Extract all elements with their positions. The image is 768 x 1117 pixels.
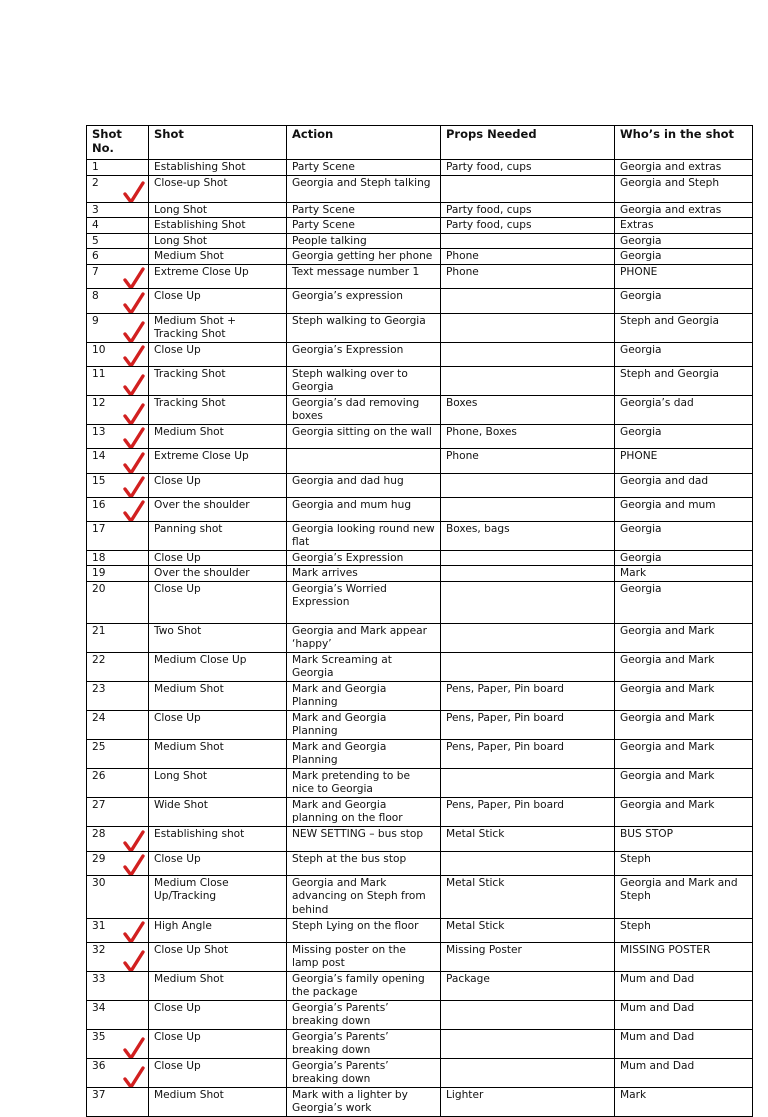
cell-shot: Tracking Shot — [149, 366, 287, 395]
cell-props — [441, 175, 615, 202]
cell-shot-no: 37 — [87, 1087, 149, 1116]
cell-shot-no: 23 — [87, 681, 149, 710]
cell-who: Mum and Dad — [615, 1029, 753, 1058]
cell-shot: Close Up — [149, 1029, 287, 1058]
cell-shot: High Angle — [149, 918, 287, 942]
cell-shot-no: 28 — [87, 826, 149, 851]
red-checkmark-icon — [122, 345, 146, 367]
cell-action: Mark Screaming at Georgia — [287, 652, 441, 681]
red-checkmark-icon — [122, 830, 146, 852]
cell-shot: Long Shot — [149, 233, 287, 249]
cell-props: Phone — [441, 249, 615, 265]
cell-props: Package — [441, 971, 615, 1000]
cell-shot-no: 6 — [87, 249, 149, 265]
cell-props: Pens, Paper, Pin board — [441, 710, 615, 739]
table-row — [87, 497, 753, 521]
cell-action: Georgia’s Parents’ breaking down — [287, 1058, 441, 1087]
cell-shot-no: 20 — [87, 581, 149, 623]
cell-who: Georgia and dad — [615, 473, 753, 497]
cell-props: Metal Stick — [441, 918, 615, 942]
cell-props — [441, 623, 615, 652]
cell-who: BUS STOP — [615, 826, 753, 851]
cell-shot: Establishing Shot — [149, 160, 287, 176]
table-row — [87, 264, 753, 288]
cell-who: Mum and Dad — [615, 1058, 753, 1087]
cell-props — [441, 652, 615, 681]
cell-shot: Long Shot — [149, 202, 287, 218]
cell-props — [441, 313, 615, 342]
table-row — [87, 249, 753, 265]
cell-props: Missing Poster — [441, 942, 615, 971]
cell-who: Georgia’s dad — [615, 395, 753, 424]
cell-props — [441, 473, 615, 497]
cell-shot: Wide Shot — [149, 797, 287, 826]
cell-props: Boxes — [441, 395, 615, 424]
cell-action: Georgia and Mark appear ‘happy’ — [287, 623, 441, 652]
cell-who: Georgia and Steph — [615, 175, 753, 202]
cell-shot-no: 18 — [87, 550, 149, 566]
cell-who: Georgia and Mark — [615, 652, 753, 681]
cell-who: Georgia and Mark — [615, 710, 753, 739]
cell-shot-no: 16 — [87, 497, 149, 521]
cell-shot-no: 21 — [87, 623, 149, 652]
cell-shot: Close Up — [149, 710, 287, 739]
cell-shot-no: 13 — [87, 424, 149, 448]
cell-shot: Establishing Shot — [149, 218, 287, 234]
table-row — [87, 160, 753, 176]
cell-action: Georgia sitting on the wall — [287, 424, 441, 448]
cell-props: Phone — [441, 448, 615, 473]
cell-action: Mark and Georgia Planning — [287, 739, 441, 768]
header-shot: Shot — [149, 126, 287, 160]
cell-action: Georgia and mum hug — [287, 497, 441, 521]
red-checkmark-icon — [122, 181, 146, 203]
cell-action: Georgia’s family opening the package — [287, 971, 441, 1000]
red-checkmark-icon — [122, 321, 146, 343]
cell-shot-no: 35 — [87, 1029, 149, 1058]
cell-action: Steph walking to Georgia — [287, 313, 441, 342]
table-row — [87, 623, 753, 652]
cell-who: Georgia — [615, 342, 753, 366]
cell-shot: Close Up — [149, 342, 287, 366]
cell-shot: Over the shoulder — [149, 566, 287, 582]
cell-shot: Medium Shot — [149, 424, 287, 448]
table-row — [87, 566, 753, 582]
cell-who: Georgia and Mark — [615, 623, 753, 652]
cell-shot: Over the shoulder — [149, 497, 287, 521]
cell-props — [441, 581, 615, 623]
red-checkmark-icon — [122, 950, 146, 972]
cell-props: Pens, Paper, Pin board — [441, 797, 615, 826]
cell-who: PHONE — [615, 448, 753, 473]
cell-props — [441, 768, 615, 797]
red-checkmark-icon — [122, 267, 146, 289]
table-row — [87, 521, 753, 550]
cell-action: Georgia’s expression — [287, 288, 441, 313]
red-checkmark-icon — [122, 292, 146, 314]
cell-shot: Long Shot — [149, 768, 287, 797]
cell-who: Mum and Dad — [615, 1000, 753, 1029]
cell-action: Georgia and Steph talking — [287, 175, 441, 202]
cell-shot-no: 33 — [87, 971, 149, 1000]
red-checkmark-icon — [122, 1037, 146, 1059]
cell-shot-no: 12 — [87, 395, 149, 424]
cell-shot: Establishing shot — [149, 826, 287, 851]
header-props: Props Needed — [441, 126, 615, 160]
cell-who: Georgia — [615, 550, 753, 566]
red-checkmark-icon — [122, 1066, 146, 1088]
table-row — [87, 233, 753, 249]
cell-action: Georgia’s Expression — [287, 342, 441, 366]
cell-shot-no: 29 — [87, 851, 149, 875]
table-row — [87, 175, 753, 202]
cell-action: Party Scene — [287, 218, 441, 234]
cell-props: Lighter — [441, 1087, 615, 1116]
cell-props: Phone — [441, 264, 615, 288]
cell-shot: Extreme Close Up — [149, 448, 287, 473]
cell-props: Party food, cups — [441, 160, 615, 176]
cell-shot-no: 25 — [87, 739, 149, 768]
table-row — [87, 797, 753, 826]
cell-shot: Extreme Close Up — [149, 264, 287, 288]
cell-shot-no: 15 — [87, 473, 149, 497]
cell-action: Steph at the bus stop — [287, 851, 441, 875]
cell-shot: Medium Shot — [149, 1087, 287, 1116]
cell-props — [441, 233, 615, 249]
cell-shot-no: 1 — [87, 160, 149, 176]
cell-who: Georgia — [615, 288, 753, 313]
cell-shot-no: 10 — [87, 342, 149, 366]
table-row — [87, 202, 753, 218]
cell-shot-no: 3 — [87, 202, 149, 218]
cell-shot: Medium Shot — [149, 681, 287, 710]
cell-who: Georgia and extras — [615, 160, 753, 176]
cell-action: Georgia’s Parents’ breaking down — [287, 1000, 441, 1029]
cell-shot: Panning shot — [149, 521, 287, 550]
cell-who: Mark — [615, 566, 753, 582]
cell-props — [441, 366, 615, 395]
cell-shot: Medium Close Up — [149, 652, 287, 681]
table-header-row — [87, 126, 753, 160]
cell-props: Pens, Paper, Pin board — [441, 739, 615, 768]
table-row — [87, 942, 753, 971]
cell-who: Mark — [615, 1087, 753, 1116]
red-checkmark-icon — [122, 374, 146, 396]
cell-props: Metal Stick — [441, 875, 615, 918]
table-row — [87, 1087, 753, 1116]
cell-action: Georgia and dad hug — [287, 473, 441, 497]
cell-shot-no: 30 — [87, 875, 149, 918]
table-row — [87, 851, 753, 875]
cell-who: Steph — [615, 918, 753, 942]
red-checkmark-icon — [122, 500, 146, 522]
cell-props: Phone, Boxes — [441, 424, 615, 448]
cell-shot-no: 31 — [87, 918, 149, 942]
cell-shot: Close-up Shot — [149, 175, 287, 202]
cell-props: Pens, Paper, Pin board — [441, 681, 615, 710]
red-checkmark-icon — [122, 427, 146, 449]
cell-shot-no: 17 — [87, 521, 149, 550]
cell-action: Mark and Georgia Planning — [287, 710, 441, 739]
red-checkmark-icon — [122, 921, 146, 943]
cell-action: Text message number 1 — [287, 264, 441, 288]
red-checkmark-icon — [122, 403, 146, 425]
cell-who: Georgia and Mark — [615, 768, 753, 797]
cell-action: Mark with a lighter by Georgia’s work — [287, 1087, 441, 1116]
cell-props: Boxes, bags — [441, 521, 615, 550]
cell-shot: Medium Shot — [149, 249, 287, 265]
table-row — [87, 1058, 753, 1087]
cell-shot-no: 34 — [87, 1000, 149, 1029]
cell-props — [441, 1000, 615, 1029]
cell-shot: Medium Shot + Tracking Shot — [149, 313, 287, 342]
cell-shot-no: 14 — [87, 448, 149, 473]
cell-shot: Close Up Shot — [149, 942, 287, 971]
cell-action: Missing poster on the lamp post — [287, 942, 441, 971]
table-row — [87, 342, 753, 366]
cell-who: Georgia and Mark and Steph — [615, 875, 753, 918]
cell-action: Georgia looking round new flat — [287, 521, 441, 550]
cell-shot-no: 26 — [87, 768, 149, 797]
red-checkmark-icon — [122, 476, 146, 498]
red-checkmark-icon — [122, 452, 146, 474]
cell-action: Steph Lying on the floor — [287, 918, 441, 942]
table-row — [87, 768, 753, 797]
cell-action: Mark arrives — [287, 566, 441, 582]
table-row — [87, 1029, 753, 1058]
cell-who: Georgia — [615, 521, 753, 550]
shot-list-table — [86, 125, 753, 1117]
cell-shot: Close Up — [149, 288, 287, 313]
table-row — [87, 971, 753, 1000]
cell-who: Extras — [615, 218, 753, 234]
cell-shot-no: 7 — [87, 264, 149, 288]
table-row — [87, 313, 753, 342]
cell-action: Georgia’s Expression — [287, 550, 441, 566]
cell-props: Metal Stick — [441, 826, 615, 851]
cell-shot-no: 27 — [87, 797, 149, 826]
cell-who: MISSING POSTER — [615, 942, 753, 971]
cell-shot-no: 4 — [87, 218, 149, 234]
cell-who: Georgia and Mark — [615, 681, 753, 710]
red-checkmark-icon — [122, 854, 146, 876]
cell-props — [441, 342, 615, 366]
cell-who: Georgia — [615, 424, 753, 448]
cell-props — [441, 497, 615, 521]
cell-action: Party Scene — [287, 202, 441, 218]
cell-shot: Close Up — [149, 851, 287, 875]
cell-action: People talking — [287, 233, 441, 249]
cell-props — [441, 851, 615, 875]
table-row — [87, 473, 753, 497]
cell-props — [441, 288, 615, 313]
cell-shot-no: 9 — [87, 313, 149, 342]
table-row — [87, 739, 753, 768]
table-row — [87, 1000, 753, 1029]
cell-action: Georgia getting her phone — [287, 249, 441, 265]
table-row — [87, 826, 753, 851]
cell-shot-no: 19 — [87, 566, 149, 582]
table-row — [87, 681, 753, 710]
cell-action: Mark pretending to be nice to Georgia — [287, 768, 441, 797]
cell-shot-no: 22 — [87, 652, 149, 681]
cell-props — [441, 1029, 615, 1058]
header-action: Action — [287, 126, 441, 160]
cell-shot-no: 8 — [87, 288, 149, 313]
table-row — [87, 218, 753, 234]
cell-shot-no: 24 — [87, 710, 149, 739]
header-who: Who’s in the shot — [615, 126, 753, 160]
cell-shot: Close Up — [149, 550, 287, 566]
cell-shot-no: 5 — [87, 233, 149, 249]
cell-who: Georgia and extras — [615, 202, 753, 218]
cell-action: Georgia’s Worried Expression — [287, 581, 441, 623]
cell-who: PHONE — [615, 264, 753, 288]
cell-action: NEW SETTING – bus stop — [287, 826, 441, 851]
cell-who: Georgia — [615, 249, 753, 265]
cell-action — [287, 448, 441, 473]
cell-who: Mum and Dad — [615, 971, 753, 1000]
cell-props: Party food, cups — [441, 218, 615, 234]
table-row — [87, 448, 753, 473]
cell-shot-no: 2 — [87, 175, 149, 202]
cell-who: Steph and Georgia — [615, 313, 753, 342]
cell-shot-no: 32 — [87, 942, 149, 971]
cell-shot: Medium Shot — [149, 739, 287, 768]
table-row — [87, 652, 753, 681]
table-row — [87, 875, 753, 918]
table-row — [87, 424, 753, 448]
cell-shot: Close Up — [149, 1000, 287, 1029]
table-row — [87, 581, 753, 623]
cell-action: Mark and Georgia Planning — [287, 681, 441, 710]
cell-who: Steph — [615, 851, 753, 875]
table-row — [87, 710, 753, 739]
cell-shot: Medium Shot — [149, 971, 287, 1000]
cell-who: Steph and Georgia — [615, 366, 753, 395]
cell-who: Georgia — [615, 233, 753, 249]
cell-action: Georgia and Mark advancing on Steph from behind — [287, 875, 441, 918]
cell-shot: Close Up — [149, 473, 287, 497]
cell-who: Georgia and Mark — [615, 797, 753, 826]
cell-who: Georgia and Mark — [615, 739, 753, 768]
header-shot-no: Shot No. — [87, 126, 149, 160]
cell-props: Party food, cups — [441, 202, 615, 218]
cell-props — [441, 550, 615, 566]
cell-action: Mark and Georgia planning on the floor — [287, 797, 441, 826]
cell-shot: Tracking Shot — [149, 395, 287, 424]
cell-who: Georgia and mum — [615, 497, 753, 521]
cell-action: Steph walking over to Georgia — [287, 366, 441, 395]
cell-shot: Close Up — [149, 581, 287, 623]
cell-shot-no: 11 — [87, 366, 149, 395]
cell-action: Georgia’s dad removing boxes — [287, 395, 441, 424]
cell-shot: Two Shot — [149, 623, 287, 652]
table-row — [87, 395, 753, 424]
table-row — [87, 550, 753, 566]
table-row — [87, 918, 753, 942]
cell-who: Georgia — [615, 581, 753, 623]
cell-props — [441, 566, 615, 582]
table-row — [87, 288, 753, 313]
table-row — [87, 366, 753, 395]
cell-action: Georgia’s Parents’ breaking down — [287, 1029, 441, 1058]
cell-action: Party Scene — [287, 160, 441, 176]
cell-shot-no: 36 — [87, 1058, 149, 1087]
cell-shot: Close Up — [149, 1058, 287, 1087]
cell-props — [441, 1058, 615, 1087]
cell-shot: Medium Close Up/Tracking — [149, 875, 287, 918]
